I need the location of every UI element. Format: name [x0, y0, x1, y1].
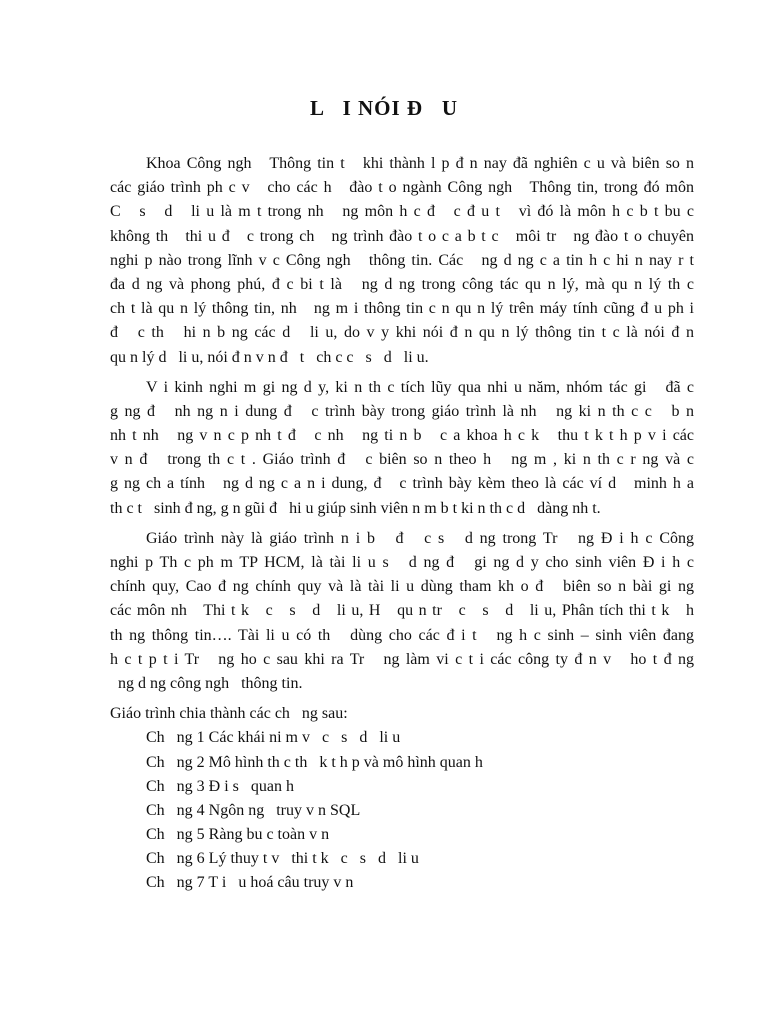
paragraph-line: g ng ch a tính ng d ng c a n i dung, đ c trình bày kèm theo là các ví d minh h a — [110, 475, 694, 493]
chapter-item: Ch ng 2 Mô hình th c th k t h p và mô hình quan h — [146, 753, 483, 771]
chapter-item: Ch ng 7 T i u hoá câu truy v n — [146, 874, 354, 892]
paragraph-line: h c t p t i Tr ng ho c sau khi ra Tr ng làm vi c t i các công ty đ n v ho t đ ng — [110, 650, 694, 668]
chapter-list — [110, 726, 694, 895]
paragraph-line: v n đ trong th c t . Giáo trình đ c biên so n theo h ng m , ki n th c r ng và c — [110, 451, 694, 469]
paragraph-line: C s d li u là m t trong nh ng môn h c đ c đ u t vì đó là môn h c b t bu c — [110, 203, 694, 221]
paragraph-line: nghi p Th c ph m TP HCM, là tài li u s d ng đ gi ng d y cho sinh viên Đ i h c — [110, 554, 694, 571]
paragraph-line: đa d ng và phong phú, đ c bi t là ng d ng trong công tác qu n lý, mà qu n lý th c — [110, 275, 694, 293]
paragraph-line: th c t sinh đ ng, g n gũi đ hi u giúp sinh viên n m b t ki n th c d dàng nh t. — [110, 499, 601, 517]
paragraph-line: g ng đ nh ng n i dung đ c trình bày trong giáo trình là nh ng ki n th c c b n — [110, 402, 694, 420]
chapter-item: Ch ng 6 Lý thuy t v thi t k c s d li u — [146, 850, 419, 868]
paragraph-line: Khoa Công ngh Thông tin t khi thành l p đ n nay đã nghiên c u và biên so n — [146, 155, 694, 172]
paragraph-line: không th thi u đ c trong ch ng trình đào t o c a b t c môi tr ng đào t o chuyên — [110, 227, 694, 245]
chapter-item: Ch ng 5 Ràng bu c toàn v n — [146, 826, 330, 844]
chapter-item: Ch ng 4 Ngôn ng truy v n SQL — [146, 801, 361, 819]
paragraph-line: các giáo trình ph c v cho các h đào t o ngành Công ngh Thông tin, trong đó môn — [110, 179, 694, 197]
chapter-item: Ch ng 1 Các khái ni m v c s d li u — [146, 729, 401, 747]
paragraph-line: chính quy, Cao đ ng chính quy và là tài li u dùng tham kh o đ biên so n bài gi ng — [110, 578, 694, 596]
paragraph-line: V i kinh nghi m gi ng d y, ki n th c tích lũy qua nhi u năm, nhóm tác gi đã c — [146, 378, 694, 396]
paragraph-line: th ng thông tin…. Tài li u có th dùng cho các đ i t ng h c sinh – sinh viên đang — [110, 626, 694, 644]
chapters-intro: Giáo trình chia thành các ch ng sau: — [110, 705, 348, 723]
paragraph-line: đ c th hi n b ng các d li u, do v y khi nói đ n qu n lý thông tin t c là nói đ n — [110, 324, 694, 342]
paragraph-2 — [110, 376, 694, 521]
paragraph-line: nh t nh ng v n c p nh t đ c nh ng ti n b c a khoa h c k thu t k t h p v i các — [110, 427, 694, 445]
paragraphs — [110, 152, 694, 696]
paragraph-line: nghi p nào trong lĩnh v c Công ngh thông tin. Các ng d ng c a tin h c hi n nay r t — [110, 251, 694, 269]
paragraph-line: qu n lý d li u, nói đ n v n đ t ch c c s d li u. — [110, 348, 429, 366]
paragraph-3 — [110, 527, 694, 696]
paragraph-line: các môn nh Thi t k c s d li u, H qu n tr c s d li u, Phân tích thi t k h — [110, 602, 694, 620]
page-title: L I NÓI Đ U — [309, 96, 459, 120]
paragraph-line: ch t là qu n lý thông tin, nh ng m i thông tin c n qu n lý trên máy tính cũng đ u ph i — [110, 300, 694, 318]
paragraph-1 — [110, 152, 694, 370]
paragraph-line: ng d ng công ngh thông tin. — [110, 674, 303, 692]
chapter-item: Ch ng 3 Đ i s quan h — [146, 777, 294, 795]
paragraph-line: Giáo trình này là giáo trình n i b đ c s d ng trong Tr ng Đ i h c Công — [146, 529, 694, 547]
document-body — [110, 152, 694, 896]
